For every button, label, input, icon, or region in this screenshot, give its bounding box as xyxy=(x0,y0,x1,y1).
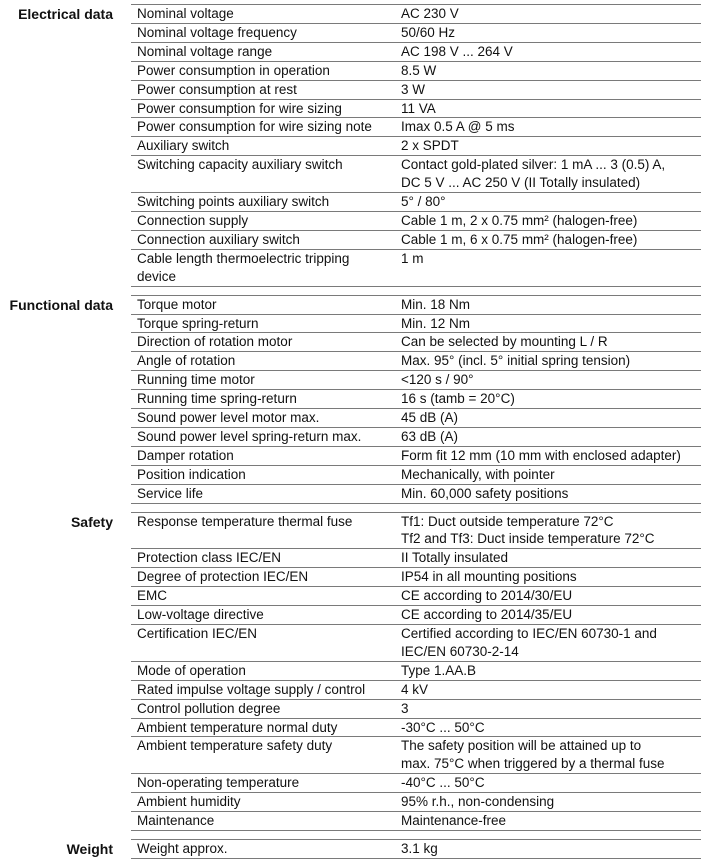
parameter-cell: Connection auxiliary switch xyxy=(137,231,300,247)
value-cell: IP54 in all mounting positions xyxy=(401,569,577,585)
parameter-cell: Switching capacity auxiliary switch xyxy=(137,157,343,173)
section xyxy=(0,512,709,831)
parameter-cell: Angle of rotation xyxy=(137,353,236,369)
value-cell: Max. 95° (incl. 5° initial spring tension) xyxy=(401,353,631,369)
value-cell: Form fit 12 mm (10 mm with enclosed adapter) xyxy=(401,447,681,463)
value-cell: The safety position will be attained up to max. 75°C when triggered by a thermal fuse xyxy=(401,738,665,772)
parameter-cell: Power consumption at rest xyxy=(137,81,297,97)
value-cell: Imax 0.5 A @ 5 ms xyxy=(401,119,515,135)
table-row xyxy=(131,466,701,485)
value-cell: -30°C ... 50°C xyxy=(401,719,485,735)
parameter-cell: Power consumption in operation xyxy=(137,62,330,78)
section-rows xyxy=(131,512,701,831)
parameter-cell: Ambient humidity xyxy=(137,794,241,810)
parameter-cell: Protection class IEC/EN xyxy=(137,550,282,566)
table-row xyxy=(131,250,701,287)
value-cell: AC 198 V ... 264 V xyxy=(401,43,513,59)
table-row xyxy=(131,231,701,250)
value-cell: 5° / 80° xyxy=(401,194,446,210)
section-gap xyxy=(0,831,709,839)
parameter-cell: Switching points auxiliary switch xyxy=(137,194,330,210)
table-row xyxy=(131,62,701,81)
parameter-cell: Degree of protection IEC/EN xyxy=(137,569,309,585)
table-row xyxy=(131,681,701,700)
value-cell: 2 x SPDT xyxy=(401,138,459,154)
value-cell: Min. 18 Nm xyxy=(401,296,471,312)
parameter-cell: Nominal voltage range xyxy=(137,43,273,59)
table-row xyxy=(131,4,701,24)
value-cell: Type 1.AA.B xyxy=(401,662,477,678)
value-cell: 4 kV xyxy=(401,681,429,697)
table-row xyxy=(131,485,701,504)
parameter-cell: Direction of rotation motor xyxy=(137,334,293,350)
parameter-cell: Position indication xyxy=(137,466,246,482)
parameter-cell: Weight approx. xyxy=(137,840,228,856)
value-cell: 3.1 kg xyxy=(401,840,438,856)
parameter-cell: EMC xyxy=(137,588,167,604)
table-row xyxy=(131,587,701,606)
value-cell: Cable 1 m, 2 x 0.75 mm² (halogen-free) xyxy=(401,212,638,228)
table-row xyxy=(131,81,701,100)
value-cell: Contact gold-plated silver: 1 mA ... 3 (0.5) A, DC 5 V ... AC 250 V (II Totally insulated) xyxy=(401,157,666,191)
value-cell: 45 dB (A) xyxy=(401,410,459,426)
section-gap xyxy=(0,287,709,295)
parameter-cell: Torque spring-return xyxy=(137,315,259,331)
parameter-cell: Ambient temperature normal duty xyxy=(137,719,338,735)
value-cell: Tf1: Duct outside temperature 72°C Tf2 and Tf3: Duct inside temperature 72°C xyxy=(401,513,655,547)
table-row xyxy=(131,428,701,447)
section xyxy=(0,839,709,859)
parameter-cell: Ambient temperature safety duty xyxy=(137,738,333,754)
parameter-cell: Running time spring-return xyxy=(137,391,297,407)
parameter-cell: Low-voltage directive xyxy=(137,607,264,623)
table-row xyxy=(131,606,701,625)
table-row xyxy=(131,625,701,662)
value-cell: Can be selected by mounting L / R xyxy=(401,334,608,350)
section-rows xyxy=(131,839,701,859)
parameter-cell: Certification IEC/EN xyxy=(137,626,258,641)
parameter-cell: Power consumption for wire sizing xyxy=(137,100,342,116)
value-cell: 8.5 W xyxy=(401,62,437,78)
table-row xyxy=(131,371,701,390)
parameter-cell: Maintenance xyxy=(137,813,215,829)
value-cell: II Totally insulated xyxy=(401,550,509,566)
parameter-cell: Rated impulse voltage supply / control xyxy=(137,681,366,697)
table-row xyxy=(131,774,701,793)
table-row xyxy=(131,118,701,137)
value-cell: Min. 60,000 safety positions xyxy=(401,485,569,501)
table-row xyxy=(131,719,701,738)
table-row xyxy=(131,333,701,352)
table-row xyxy=(131,700,701,719)
value-cell: -40°C ... 50°C xyxy=(401,775,485,791)
value-cell: 50/60 Hz xyxy=(401,24,456,40)
section-label: Safety xyxy=(70,513,113,530)
parameter-cell: Mode of operation xyxy=(137,662,246,678)
value-cell: Certified according to IEC/EN 60730-1 and IEC/EN 60730-2-14 xyxy=(401,626,657,659)
table-row xyxy=(131,549,701,568)
value-cell: 95% r.h., non-condensing xyxy=(401,794,555,810)
table-row xyxy=(131,512,701,550)
table-row xyxy=(131,24,701,43)
parameter-cell: Power consumption for wire sizing note xyxy=(137,119,372,135)
value-cell: 16 s (tamb = 20°C) xyxy=(401,391,515,407)
section xyxy=(0,295,709,504)
table-row xyxy=(131,100,701,119)
parameter-cell: Torque motor xyxy=(137,296,217,312)
table-row xyxy=(131,137,701,156)
value-cell: <120 s / 90° xyxy=(401,372,474,388)
table-row xyxy=(131,568,701,587)
table-row xyxy=(131,662,701,681)
parameter-cell: Auxiliary switch xyxy=(137,138,230,154)
value-cell: Min. 12 Nm xyxy=(401,315,471,331)
table-row xyxy=(131,212,701,231)
value-cell: CE according to 2014/35/EU xyxy=(401,607,573,623)
section-label: Functional data xyxy=(9,296,113,313)
table-row xyxy=(131,43,701,62)
table-row xyxy=(131,295,701,315)
section-label: Weight xyxy=(66,840,113,857)
parameter-cell: Nominal voltage xyxy=(137,6,234,21)
table-row xyxy=(131,390,701,409)
value-cell: 63 dB (A) xyxy=(401,428,459,444)
table-row xyxy=(131,156,701,193)
section-rows xyxy=(131,295,701,504)
value-cell: CE according to 2014/30/EU xyxy=(401,588,573,604)
table-row xyxy=(131,839,701,859)
value-cell: 1 m xyxy=(401,250,424,266)
table-row xyxy=(131,315,701,334)
parameter-cell: Connection supply xyxy=(137,212,249,228)
value-cell: AC 230 V xyxy=(401,6,459,21)
section-label: Electrical data xyxy=(18,6,113,22)
datasheet-table xyxy=(0,4,709,859)
parameter-cell: Running time motor xyxy=(137,372,255,388)
table-row xyxy=(131,793,701,812)
value-cell: Cable 1 m, 6 x 0.75 mm² (halogen-free) xyxy=(401,231,638,247)
parameter-cell: Control pollution degree xyxy=(137,700,281,716)
value-cell: Mechanically, with pointer xyxy=(401,466,555,482)
section-gap xyxy=(0,504,709,512)
parameter-cell: Response temperature thermal fuse xyxy=(137,513,353,529)
table-row xyxy=(131,193,701,212)
table-row xyxy=(131,812,701,831)
value-cell: 11 VA xyxy=(401,100,436,116)
parameter-cell: Sound power level motor max. xyxy=(137,410,320,426)
table-row xyxy=(131,409,701,428)
parameter-cell: Damper rotation xyxy=(137,447,234,463)
table-row xyxy=(131,737,701,774)
value-cell: Maintenance-free xyxy=(401,813,507,829)
table-row xyxy=(131,352,701,371)
parameter-cell: Service life xyxy=(137,485,204,501)
table-row xyxy=(131,447,701,466)
parameter-cell: Nominal voltage frequency xyxy=(137,24,297,40)
section-rows xyxy=(131,4,701,287)
value-cell: 3 xyxy=(401,700,409,716)
parameter-cell: Cable length thermoelectric tripping device xyxy=(137,250,350,284)
parameter-cell: Sound power level spring-return max. xyxy=(137,428,362,444)
section xyxy=(0,4,709,287)
value-cell: 3 W xyxy=(401,81,426,97)
parameter-cell: Non-operating temperature xyxy=(137,775,300,791)
